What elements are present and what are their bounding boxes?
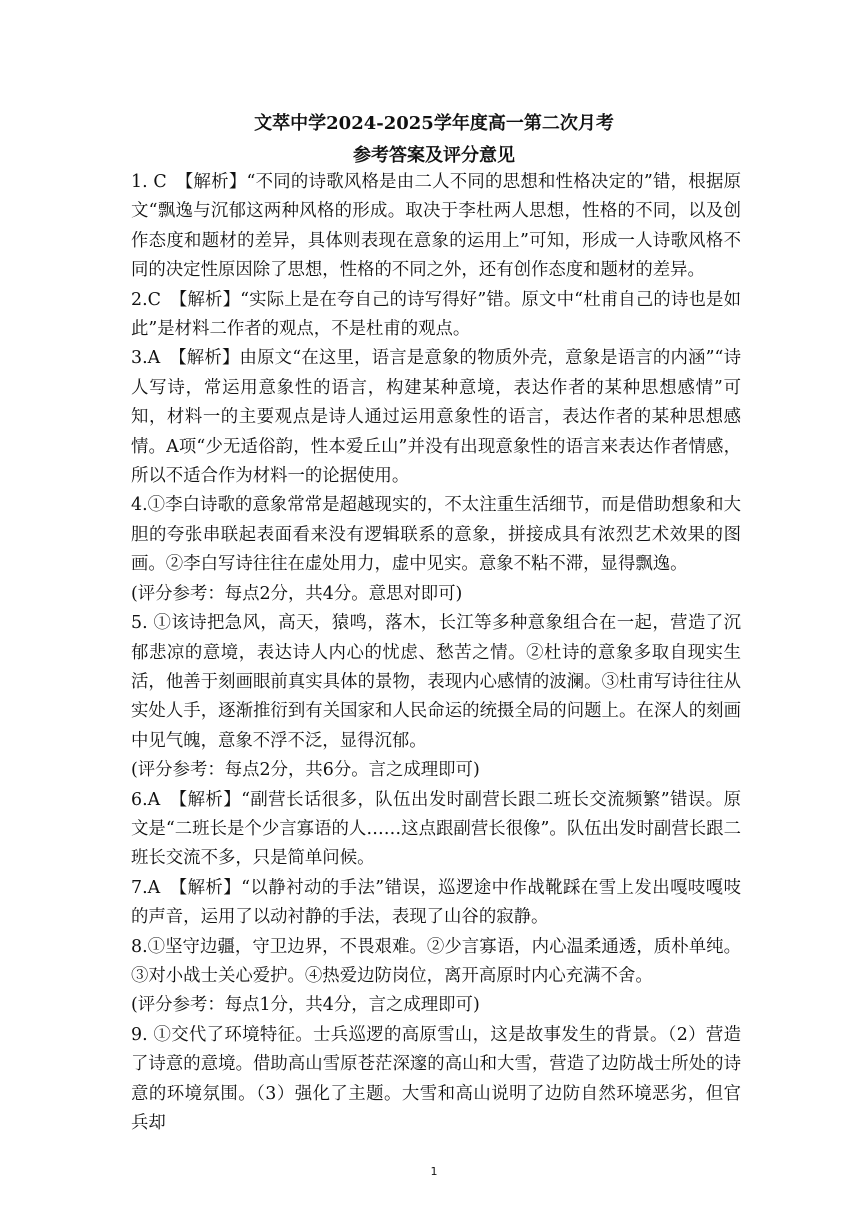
answer-body	[131, 168, 741, 1138]
answer-paragraph-4: 4.①李白诗歌的意象常常是超越现实的，不太注重生活细节，而是借助想象和大胆的夸张串联起表面看来没有逻辑联系的意象，拼接成具有浓烈艺术效果的图画。②李白写诗往往在虚处用力，虚中见实。意象不粘不滞，显得飘逸。	[131, 495, 741, 575]
answer-paragraph-5: 5. ①该诗把急风，高天，猿鸣，落木，长江等多种意象组合在一起，营造了沉郁悲凉的意境，表达诗人内心的忧虑、愁苦之情。②杜诗的意象多取自现实生活，他善于刻画眼前真实具体的景物，表现内心感情的波澜。③杜甫写诗往往从实处人手，逐渐推衍到有关国家和人民命运的统摄全局的问题上。在深人的刻画中见气魄，意象不浮不泛，显得沉郁。	[131, 613, 741, 751]
scoring-note-5: (评分参考：每点2分，共6分。言之成理即可)	[131, 760, 480, 781]
answer-paragraph-8: 8.①坚守边疆，守卫边界，不畏艰难。②少言寡语，内心温柔通透，质朴单纯。③对小战士关心爱护。④热爱边防岗位，离开高原时内心充满不舍。	[131, 936, 741, 986]
answer-paragraph-2: 2.C 【解析】“实际上是在夸自己的诗写得好”错。原文中“杜甫自己的诗也是如此”是材料二作者的观点，不是杜甫的观点。	[131, 289, 741, 340]
document-subtitle: 参考答案及评分意见	[353, 145, 515, 166]
scoring-note-4: (评分参考：每点2分，共4分。意思对即可)	[131, 583, 463, 604]
answer-paragraph-7: 7.A 【解析】“以静衬动的手法”错误，巡逻途中作战靴踩在雪上发出嘎吱嘎吱的声音，运用了以动衬静的手法，表现了山谷的寂静。	[131, 877, 741, 928]
page-number: 1	[430, 1165, 438, 1178]
scoring-note-8: (评分参考：每点1分，共4分，言之成理即可)	[131, 995, 480, 1016]
answer-paragraph-6: 6.A 【解析】“副营长话很多，队伍出发时副营长跟二班长交流频繁”错误。原文是“二班长是个少言寡语的人……这点跟副营长很像”。队伍出发时副营长跟二班长交流不多，只是简单问候。	[131, 789, 741, 869]
answer-paragraph-1: 1. C 【解析】“不同的诗歌风格是由二人不同的思想和性格决定的”错，根据原文“飘逸与沉郁这两种风格的形成。取决于李杜两人思想，性格的不同，以及创作态度和题材的差异，具体则表现在意象的运用上”可知，形成一人诗歌风格不同的决定性原因除了思想，性格的不同之外，还有创作态度和题材的差异。	[131, 172, 741, 281]
answer-paragraph-3: 3.A 【解析】由原文“在这里，语言是意象的物质外壳，意象是语言的内涵”“诗人写诗，常运用意象性的语言，构建某种意境，表达作者的某种思想感情”可知，材料一的主要观点是诗人通过运用意象性的语言，表达作者的某种思想感情。A项“少无适俗韵，性本爱丘山”并没有出现意象性的语言来表达作者情感，所以不适合作为材料一的论据使用。	[131, 348, 741, 487]
answer-paragraph-9: 9. ①交代了环境特征。士兵巡逻的高原雪山，这是故事发生的背景。（2）营造了诗意的意境。借助高山雪原苍茫深邃的高山和大雪，营造了边防战士所处的诗意的环境氛围。（3）强化了主题。大雪和高山说明了边防自然环境恶劣，但官兵却	[131, 1024, 741, 1133]
document-title: 文萃中学2024-2025学年度高一第二次月考	[254, 113, 614, 134]
